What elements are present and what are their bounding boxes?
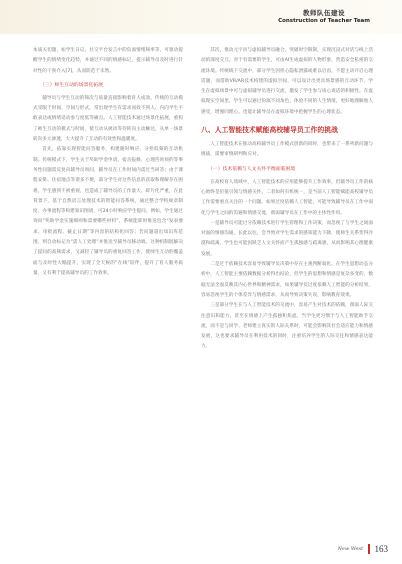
section-heading: 八、人工智能技术赋能高校辅导员工作的挑战 [201, 126, 338, 135]
left-column [33, 46, 183, 279]
journal-name: New West [337, 546, 364, 552]
section-title-en: Construction of Teacher Team [278, 18, 370, 24]
section-title [278, 9, 370, 25]
right-column [201, 46, 373, 353]
subsection-heading: （一）技术依赖与人文关怀平衡面临困境 [208, 166, 296, 172]
paragraph: 首先，依靠实现智能问答服务，构建随时响应、分担低频的互动机制。传统模式下，学生关于奖助学金申请、宿舍报修、心理咨询预约等事务性问题需反复向辅导员询问，辅导员在工作时间内需过当回答；由于课程安排、住宿地点等诸多不便，部分学生对这些信息的获取和理解存在困难，学生感到不被重视，也造成了辅导员的工作量大、碎片化严重，在此背景下，基于自然语言处理技术的智能问答系统，通过整合学校规章制度、办事流程等构建知识图谱，可24小时响应学生提问。例如，学生通过询问“奖助学金实施细则和需要哪些材料”，系统能即时推送包含“发表要求、审批流程、截止日期”等内容的结构化回答；若问题超出知识库范围，则自动标记为“需人工处理”并推送至辅导员移动端。这种机制既解决了提问的高频需求，又减轻了辅导员的重复回答工作，使师生互动的覆盖面与及时性大幅提升，实现了全天候的“在线”陪伴，提升了育人服务质量，又有利于提高辅导员的工作效率。 [33, 147, 183, 276]
paragraph: 其次，推动元宇宙与虚拟辅导员融合，突破时空限制，实现沉浸式对话与线上活动的深度交互。对于有需要的学生，可由AI生成虚拟的人物形象，营造安全私密的交流环境。传统线下交流中，部分学生因担心隐私泄露或难以启齿，不愿主动开启心理话题，而借助VR/AR技术构建的虚拟空间，可以设计出更具场景感的互动环节，学生在虚拟场景中可与虚拟辅导员进行交流，激发了学生参与谈心谈话的积极性。在虚拟现实空间里，学生可以通过扮演不同角色，体验不同的人生情境，更好地理解他人感受，增强同理心。也能让辅导员在虚拟环境中把握学生的心理状态。 [201, 48, 373, 115]
footer-divider [368, 544, 369, 554]
paragraph: 一是辅导员可能过分依赖技术进行学生管理和工作决策，而忽视了与学生之间面对面的情感沟通，长此以往，会导致对学生需求的感知能力下降，使师生关系变得冷漠和疏离，学生也可能因缺乏人文关怀而产生孤独感与疏离感，从而影响其心理健康发展。 [201, 220, 373, 257]
section-title-cn: 教师队伍建设 [303, 9, 346, 17]
paragraph: 辅导员与学生互动的频次与质量直接影响着育人成效。传统的互动模式受限于时间、空间与形式，常出现学生有需求而找不到人、内向学生不敢表达或情绪话动参与度低等痛点。人工智能技术通过场景化拓展，重构了师生互动的模式与时间，使互动从被动等待转向主动触达，从单一场景转向多元渗透，大大提升了互动的有效性和温暖度。 [33, 95, 183, 143]
paragraph: 人工智能技术在推动高校辅导员工作模式创新的同时，也带来了一系列新问题与挑战，需要审慎研判和应对。 [201, 142, 373, 158]
page-header [0, 0, 402, 34]
paragraph: 本质关切题，如学生日记、社交平台发言中的负面情绪频率等，可驱动提醒学生的情绪变化趋势，并通过不同的情感标记，提示辅导员及时进行针对性的干预介入[7]，从而防范于未然。 [33, 48, 183, 74]
paragraph: 二是过于依赖技术容易导致辅导员决策中存在主观判断弱化。在学生思想动态分析中，人工智能主要依赖数据分析得出结论，但学生的思想和情感是复杂多变的，数据无法全面反映其内心世界和精神需求，如果辅导员过度依赖人工智能的分析结果，容易忽视学生的个体差异与情感需求，从而导致决策失误，影响教育效果。 [201, 262, 373, 298]
paragraph: 在高校育人场域中，人工智能技术的应用能够提升工作效率，但辅导员工作的核心始终是价值引领与情感关怀。二者如何有机统一，是当前人工智能赋能高校辅导员工作需要重点关注的一个问题。如果过度依赖人工智能，可能导致辅导员在工作中弱化与学生之间的沟通和情感交流，削弱辅导员在工作中的主体性作用。 [201, 179, 373, 216]
subsection-heading: （三）师生互动的场景化拓展 [40, 82, 104, 88]
page-number: 163 [374, 544, 388, 554]
paragraph: 三是部分学生在与人工智能技术的交流中，容易产生对技术的依赖，削弱人际交往意识和能力，甚至在情感上产生孤独和焦虑。当学生更习惯于与人工智能助手交流，而不是与同学、老师建立真实的人际关系时，可能会影响其社会适应能力和情感发展，这也要求辅导员在利用技术的同时，注重培养学生的人际交往和情感表达能力。 [201, 303, 373, 350]
page-footer [338, 543, 388, 555]
